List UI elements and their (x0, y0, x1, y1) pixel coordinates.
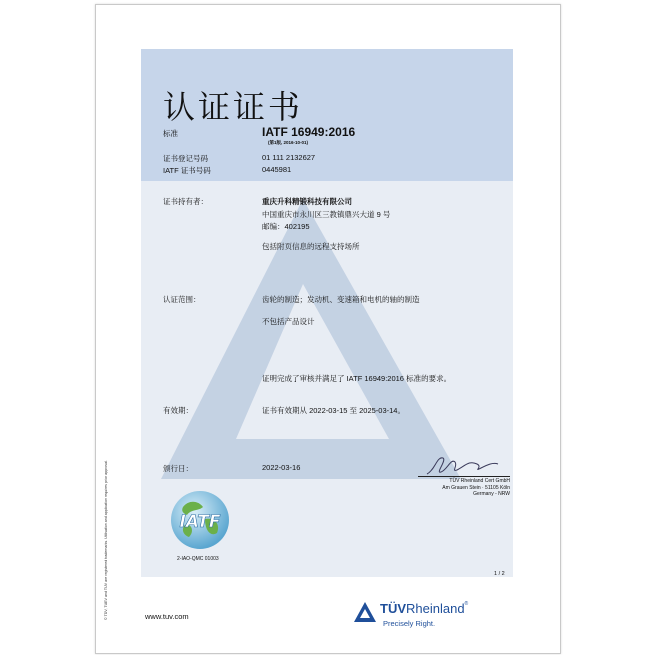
standard-label: 标准 (163, 129, 178, 138)
issuer-block (400, 478, 510, 498)
issuer-country: Germany - NRW (473, 491, 510, 498)
scope-value: 齿轮的制造；发动机、变速箱和电机的轴的制造 (262, 295, 420, 304)
brand-suffix: Rheinland (406, 601, 465, 616)
holder-name: 重庆升科精锻科技有限公司 (262, 197, 352, 206)
scope-exclusion: 不包括产品设计 (262, 317, 315, 326)
certificate-title: 认证证书 (163, 88, 304, 126)
brand-registered: ® (464, 601, 469, 607)
standard-value: IATF 16949:2016 (262, 125, 356, 139)
iatf-no-label: IATF 证书号码 (163, 166, 211, 175)
standard-edition: (第1版, 2016-10-01) (268, 140, 309, 145)
website-link[interactable]: www.tuv.com (145, 612, 189, 621)
brand-name (380, 601, 468, 616)
scope-label: 认证范围： (163, 295, 201, 304)
validity-label: 有效期： (163, 406, 193, 415)
reg-no-value: 01 111 2132627 (262, 153, 316, 162)
holder-postcode: 邮编：402195 (262, 222, 310, 231)
compliance-statement: 证明完成了审核并满足了 IATF 16949:2016 标准的要求。 (262, 374, 452, 383)
issuer-name: TÜV Rheinland Cert GmbH (449, 478, 510, 484)
holder-address: 中国重庆市永川区三教镇鼎兴大道 9 号 (262, 210, 391, 219)
signature-line (418, 476, 510, 477)
iatf-logo-text: IATF (179, 512, 221, 532)
trademark-notice: © TÜV, TUEV and TUV are registered trademarks. Utilisation and application requires prior approval. (104, 460, 108, 620)
issue-date-label: 颁行日： (163, 464, 193, 473)
iatf-no-value: 0445981 (262, 165, 292, 174)
iatf-globe-logo-icon (169, 489, 231, 551)
reg-no-label: 证书登记号码 (163, 154, 208, 163)
holder-label: 证书持有者： (163, 197, 208, 206)
holder-note: 包括附页信息的远程支持场所 (262, 242, 360, 251)
logo-code: 2-IAO-QMC 01003 (177, 556, 219, 562)
validity-value: 证书有效期从 2022-03-15 至 2025-03-14。 (262, 406, 405, 415)
brand-prefix: TÜV (380, 601, 406, 616)
tuv-triangle-logo-icon (353, 601, 377, 623)
issue-date-value: 2022-03-16 (262, 463, 301, 472)
page-number: 1 / 2 (494, 571, 505, 577)
brand-slogan: Precisely Right. (383, 619, 436, 628)
issuer-address: Am Grauen Stein · 51105 Köln (442, 484, 510, 491)
signature-icon (425, 452, 500, 478)
